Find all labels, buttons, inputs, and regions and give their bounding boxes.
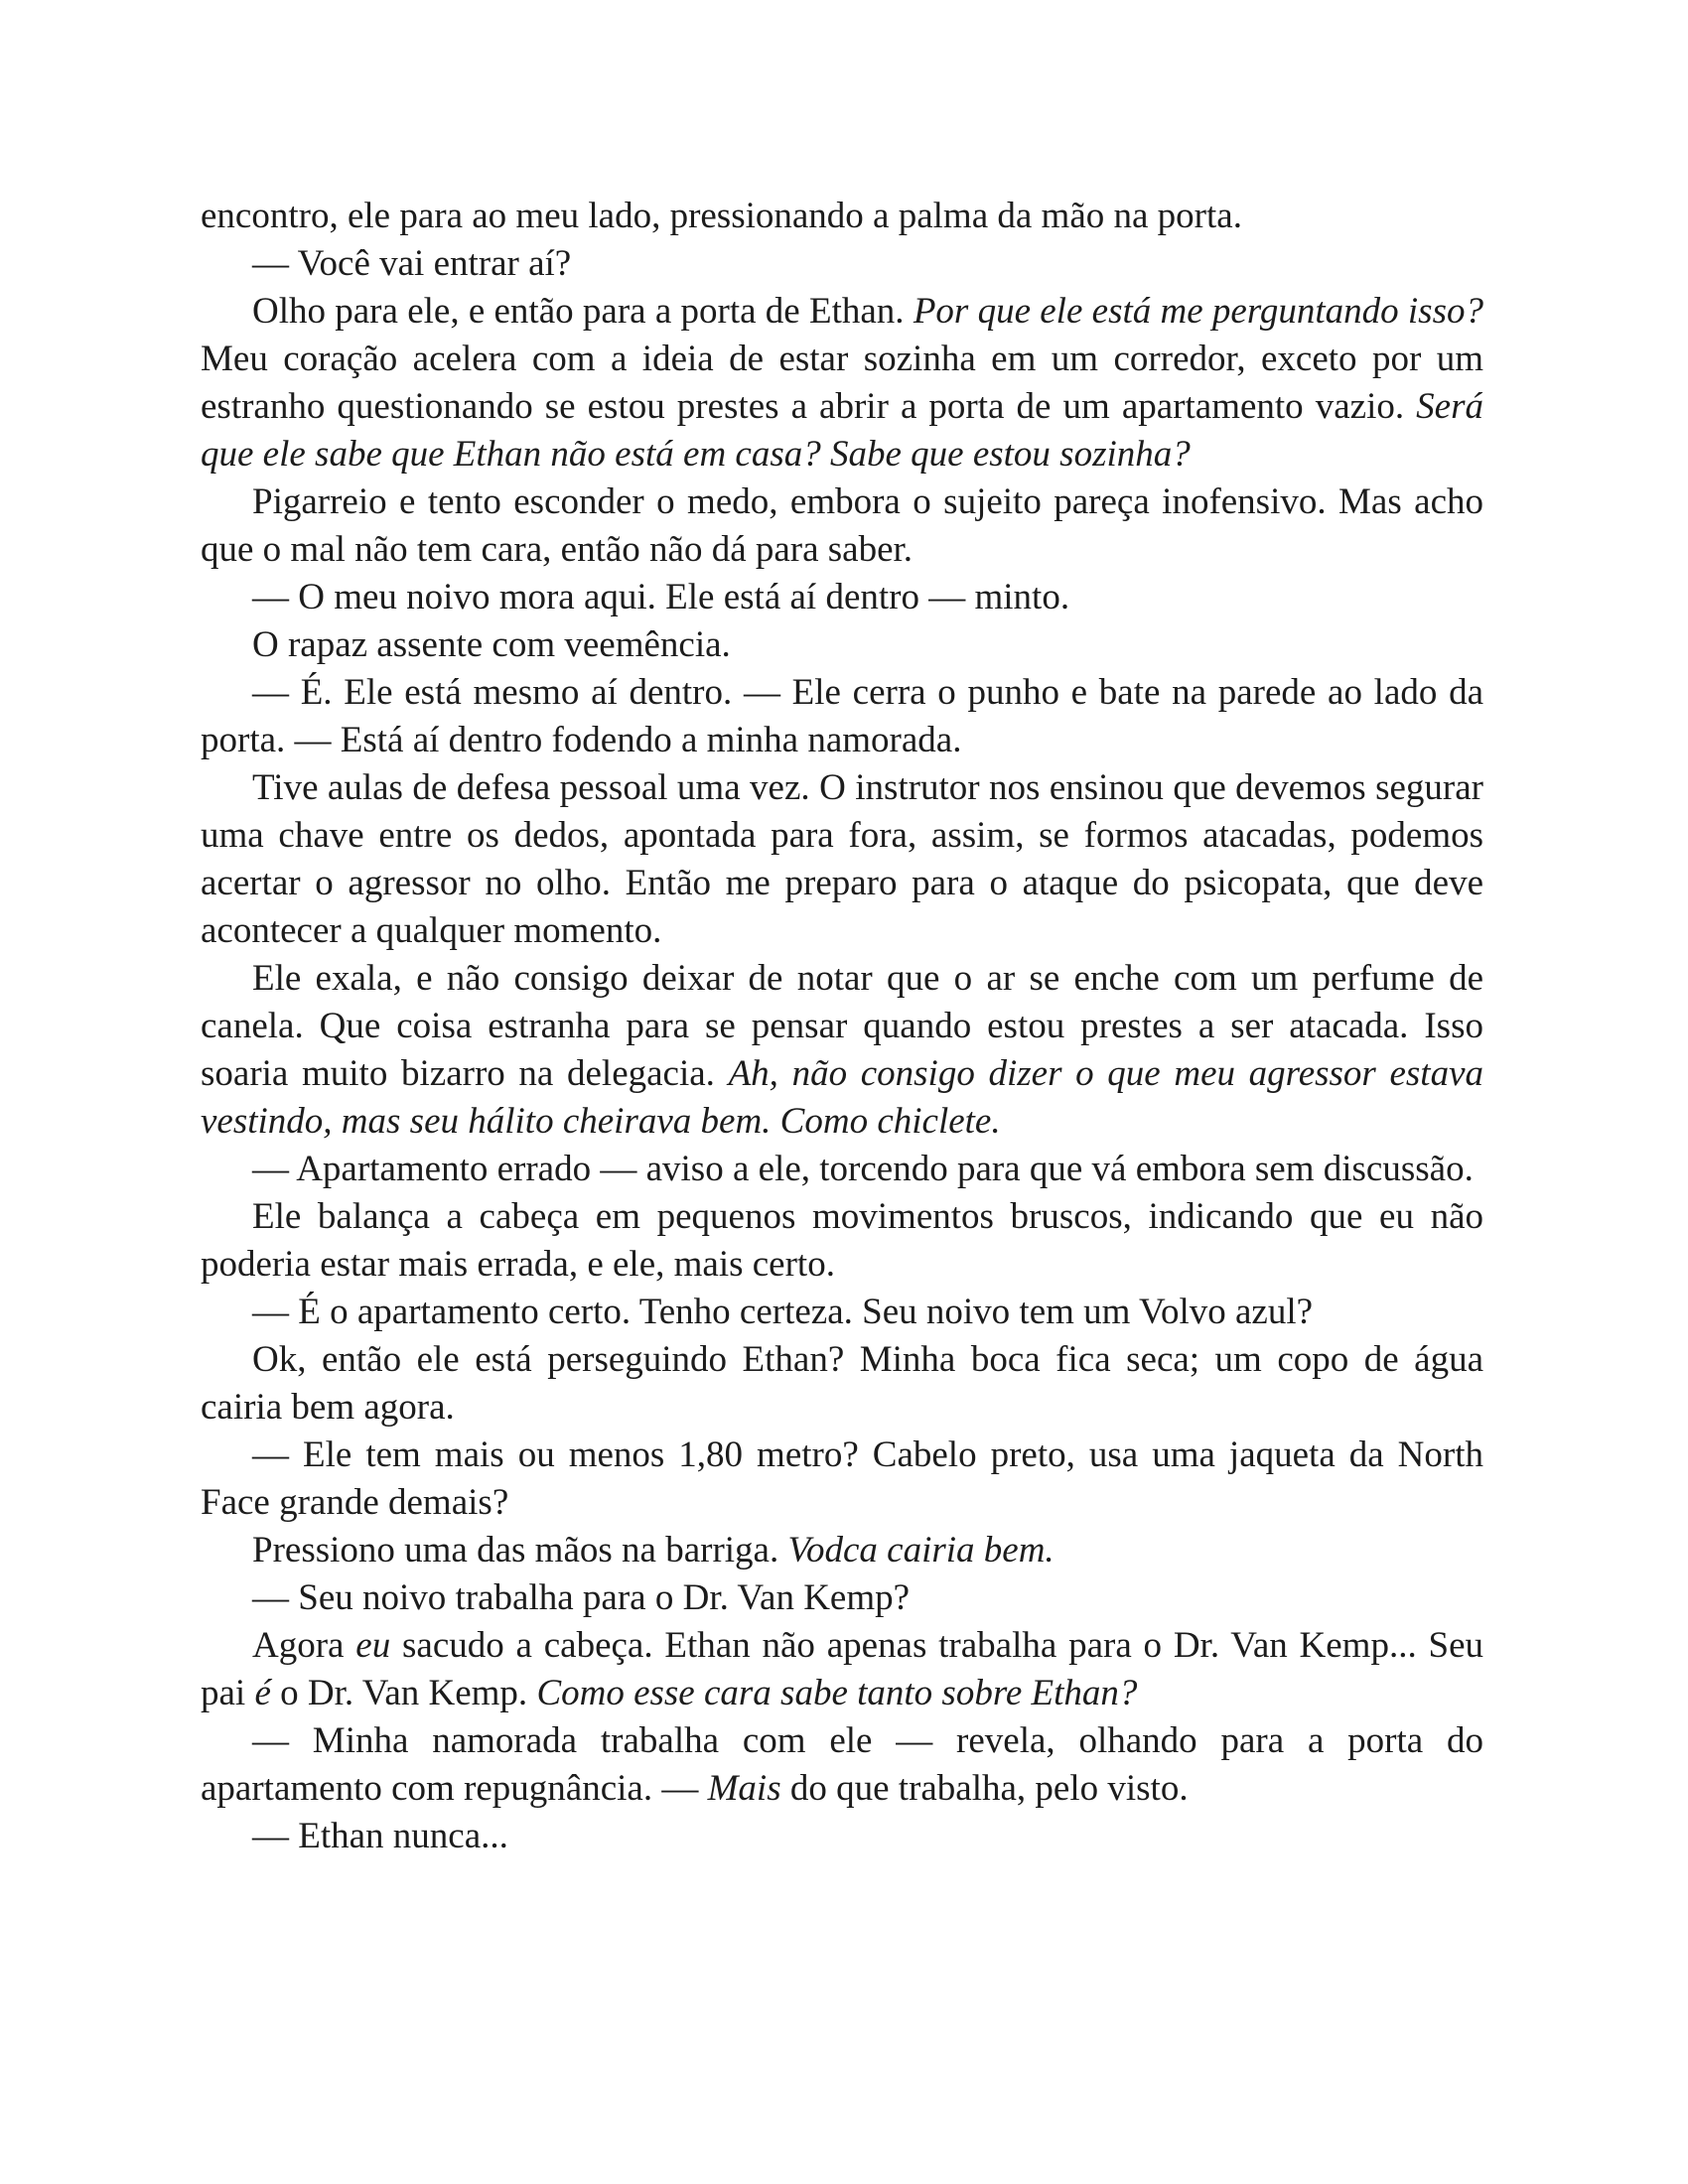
paragraph <box>201 478 1483 574</box>
text-run: Meu coração acelera com a ideia de estar sozinha em um corredor, exceto por um estranho questionando se estou prestes a abrir a porta de um apartamento vazio. <box>201 339 1483 427</box>
text-run: sacudo a cabeça. Ethan não apenas trabalha para o Dr. Van Kemp... Seu pai <box>201 1625 1484 1713</box>
dialogue-line <box>201 574 1483 621</box>
dialogue-line <box>201 1813 1483 1860</box>
dialogue-line <box>201 240 1483 288</box>
italic-text: Ah, não consigo dizer o que meu agressor estava vestindo, mas seu hálito cheirava bem. Como chiclete. <box>201 1053 1484 1142</box>
italic-text: Por que ele está me perguntando isso? <box>913 291 1483 332</box>
text-run: Tive aulas de defesa pessoal uma vez. O instrutor nos ensinou que devemos segurar uma chave entre os dedos, apontada para fora, assim, se formos atacadas, podemos acertar o agressor no olho. Então me preparo para o ataque do psicopata, que deve acontecer a qualquer momento. <box>201 767 1483 951</box>
text-run: — Ele tem mais ou menos 1,80 metro? Cabelo preto, usa uma jaqueta da North Face grande demais? <box>201 1434 1483 1523</box>
dialogue-line <box>201 669 1483 764</box>
text-run: — O meu noivo mora aqui. Ele está aí dentro — minto. <box>252 577 1070 617</box>
text-run: Ok, então ele está perseguindo Ethan? Minha boca fica seca; um copo de água cairia bem agora. <box>201 1339 1483 1428</box>
italic-text: Será que ele sabe que Ethan não está em casa? Sabe que estou sozinha? <box>201 386 1483 475</box>
text-run: Olho para ele, e então para a porta de Ethan. <box>252 291 914 332</box>
text-run: — É. Ele está mesmo aí dentro. — Ele cerra o punho e bate na parede ao lado da porta. — Está aí dentro fodendo a minha namorada. <box>201 672 1483 760</box>
paragraph <box>201 288 1483 478</box>
paragraph-continuation <box>201 193 1483 240</box>
text-run: O rapaz assente com veemência. <box>252 624 731 665</box>
text-run: Pressiono uma das mãos na barriga. <box>252 1530 788 1570</box>
italic-text: eu <box>355 1625 391 1666</box>
text-run: Pigarreio e tento esconder o medo, embora o sujeito pareça inofensivo. Mas acho que o mal não tem cara, então não dá para saber. <box>201 481 1483 570</box>
dialogue-line <box>201 1146 1483 1193</box>
text-run: o Dr. Van Kemp. <box>270 1673 537 1713</box>
text-run: — Você vai entrar aí? <box>252 243 572 284</box>
italic-text: Mais <box>707 1768 781 1809</box>
paragraph <box>201 955 1483 1146</box>
paragraph <box>201 1336 1483 1432</box>
text-run: Agora <box>252 1625 356 1666</box>
text-run: — Ethan nunca... <box>252 1816 508 1856</box>
book-page-text <box>201 193 1483 1860</box>
italic-text: Como esse cara sabe tanto sobre Ethan? <box>536 1673 1138 1713</box>
paragraph <box>201 1527 1483 1574</box>
dialogue-line <box>201 1432 1483 1527</box>
text-run: — Minha namorada trabalha com ele — revela, olhando para a porta do apartamento com repugnância. — <box>201 1720 1483 1809</box>
italic-text: é <box>254 1673 271 1713</box>
dialogue-line <box>201 1289 1483 1336</box>
dialogue-line <box>201 1717 1483 1813</box>
text-run: — Seu noivo trabalha para o Dr. Van Kemp? <box>252 1577 911 1618</box>
paragraph <box>201 1622 1483 1717</box>
dialogue-line <box>201 1574 1483 1622</box>
paragraph <box>201 621 1483 669</box>
paragraph <box>201 764 1483 955</box>
text-run: — Apartamento errado — aviso a ele, torcendo para que vá embora sem discussão. <box>252 1149 1474 1189</box>
text-run: — É o apartamento certo. Tenho certeza. Seu noivo tem um Volvo azul? <box>252 1292 1314 1332</box>
text-run: encontro, ele para ao meu lado, pressionando a palma da mão na porta. <box>201 196 1242 236</box>
text-run: do que trabalha, pelo visto. <box>780 1768 1189 1809</box>
italic-text: Vodca cairia bem. <box>787 1530 1055 1570</box>
paragraph <box>201 1193 1483 1289</box>
text-run: Ele balança a cabeça em pequenos movimentos bruscos, indicando que eu não poderia estar mais errada, e ele, mais certo. <box>201 1196 1483 1285</box>
text-run: Ele exala, e não consigo deixar de notar que o ar se enche com um perfume de canela. Que coisa estranha para se pensar quando estou prestes a ser atacada. Isso soaria muito bizarro na delegacia. <box>201 958 1483 1094</box>
